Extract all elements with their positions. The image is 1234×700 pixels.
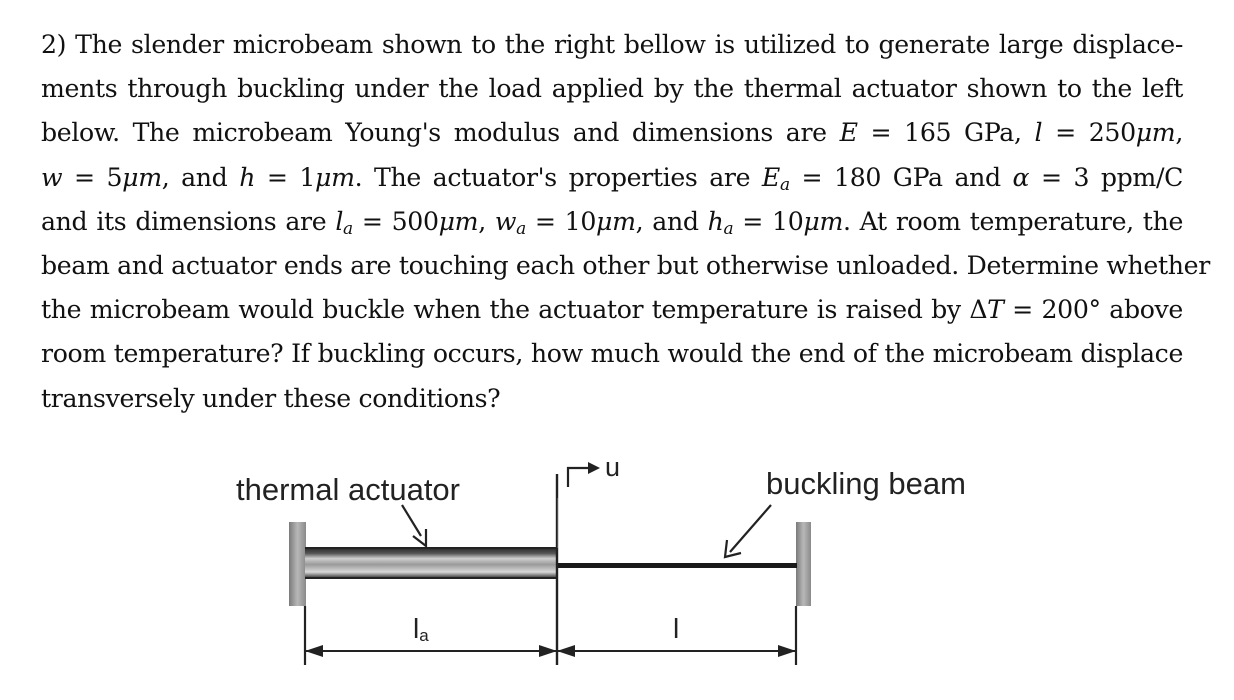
problem-text-segment: = 200° above bbox=[1003, 295, 1183, 325]
problem-text-segment: E bbox=[839, 118, 858, 148]
label-l: l bbox=[673, 613, 680, 644]
problem-text-segment: a bbox=[779, 174, 790, 195]
u-arrow-icon bbox=[568, 468, 590, 487]
problem-text-segment: μm bbox=[1135, 118, 1176, 148]
problem-text-segment: = 165 GPa, bbox=[857, 118, 1035, 148]
problem-text-segment: the microbeam would buckle when the actuator temperature is raised by Δ bbox=[41, 295, 988, 325]
problem-text-segment: a bbox=[516, 218, 526, 239]
problem-text-segment: w bbox=[494, 206, 517, 236]
problem-text-segment: h bbox=[239, 162, 256, 192]
problem-text-segment: μm bbox=[596, 206, 636, 236]
problem-text-segment: , bbox=[1175, 118, 1183, 148]
problem-text-segment: = 10 bbox=[525, 206, 597, 236]
problem-text-segment: μm bbox=[122, 162, 162, 192]
problem-text-segment: a bbox=[343, 218, 353, 239]
problem-text-segment: μm bbox=[438, 206, 479, 236]
problem-text-segment: α bbox=[1012, 162, 1030, 192]
problem-text-segment: transversely under these conditions? bbox=[41, 383, 501, 413]
problem-text-segment: , bbox=[478, 206, 495, 236]
problem-text-segment: ments through buckling under the load applied by the thermal actuator shown to the left bbox=[41, 74, 1183, 104]
problem-text-segment: l bbox=[1034, 118, 1043, 148]
buckling-beam bbox=[556, 563, 797, 568]
problem-text-segment: w bbox=[41, 162, 63, 192]
problem-text-segment: 2) The slender microbeam shown to the right bellow is utilized to generate large displace- bbox=[41, 30, 1183, 59]
problem-text-segment: = 500 bbox=[352, 206, 439, 236]
problem-text-segment: T bbox=[987, 295, 1004, 325]
problem-text-segment: below. The microbeam Young's modulus and dimensions are bbox=[41, 118, 840, 148]
problem-text-segment: h bbox=[707, 206, 724, 236]
right-wall bbox=[796, 522, 811, 606]
problem-text-segment: . The actuator's properties are bbox=[354, 162, 762, 192]
label-buckling-beam: buckling beam bbox=[766, 466, 966, 501]
label-la: la bbox=[413, 613, 429, 645]
problem-text-segment: E bbox=[761, 162, 780, 192]
problem-text-segment: a bbox=[723, 218, 734, 239]
problem-text-segment: , and bbox=[635, 206, 708, 236]
label-u: u bbox=[605, 452, 621, 482]
problem-text-segment: = 1 bbox=[255, 162, 316, 192]
problem-text-segment: . At room temperature, the bbox=[842, 206, 1184, 236]
problem-text-segment: , and bbox=[161, 162, 240, 192]
problem-text-segment: = 3 ppm/C bbox=[1029, 162, 1184, 192]
left-wall bbox=[289, 522, 306, 606]
problem-text-segment: = 180 GPa and bbox=[789, 162, 1013, 192]
problem-text-segment: l bbox=[335, 206, 344, 236]
problem-text-segment: beam and actuator ends are touching each other but otherwise unloaded. Determine whether bbox=[41, 250, 1210, 280]
thermal-actuator-bar bbox=[305, 548, 556, 578]
problem-text-segment: μm bbox=[315, 162, 355, 192]
problem-text-segment: room temperature? If buckling occurs, how much would the end of the microbeam displace bbox=[41, 339, 1183, 369]
problem-text-segment: = 250 bbox=[1042, 118, 1136, 148]
problem-text-segment: = 10 bbox=[733, 206, 804, 236]
problem-text-segment: μm bbox=[803, 206, 843, 236]
problem-text-segment: = 5 bbox=[62, 162, 123, 192]
label-thermal-actuator: thermal actuator bbox=[236, 472, 460, 507]
problem-text-segment: and its dimensions are bbox=[41, 206, 336, 236]
